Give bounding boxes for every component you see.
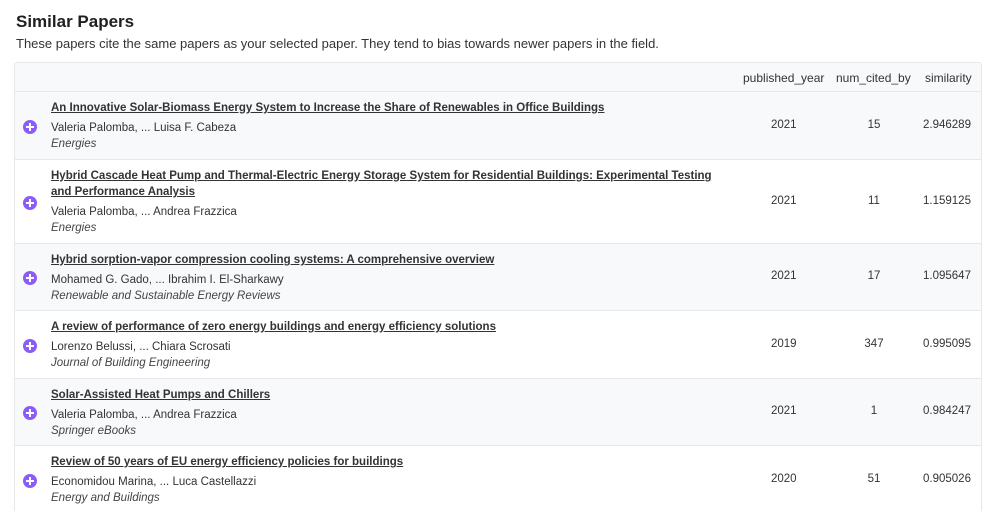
paper-authors: Economidou Marina, ... Luca Castellazzi	[51, 476, 257, 488]
table-row	[15, 160, 981, 244]
similarity-cell: 2.946289	[923, 119, 971, 131]
paper-authors: Valeria Palomba, ... Andrea Frazzica	[51, 409, 237, 421]
num-cited-by-cell: 11	[868, 195, 880, 207]
similar-papers-table	[14, 62, 982, 511]
add-paper-icon[interactable]	[23, 271, 37, 285]
add-paper-icon[interactable]	[23, 120, 37, 134]
similarity-cell: 0.905026	[923, 473, 971, 485]
published-year-cell: 2020	[771, 473, 797, 485]
paper-venue: Energy and Buildings	[51, 492, 160, 504]
paper-authors: Valeria Palomba, ... Luisa F. Cabeza	[51, 122, 237, 134]
add-paper-icon[interactable]	[23, 196, 37, 210]
paper-venue: Energies	[51, 222, 97, 234]
paper-venue: Renewable and Sustainable Energy Reviews	[51, 290, 281, 302]
num-cited-by-cell: 17	[867, 270, 881, 282]
published-year-cell: 2021	[771, 405, 797, 417]
paper-title-link[interactable]: Review of 50 years of EU energy efficiency policies for buildings	[51, 456, 404, 468]
published-year-cell: 2021	[771, 270, 797, 282]
similarity-cell: 1.095647	[923, 270, 971, 282]
table-row	[15, 92, 981, 160]
table-row	[15, 244, 981, 311]
paper-title-link[interactable]: A review of performance of zero energy buildings and energy efficiency solutions	[51, 321, 496, 333]
paper-venue: Journal of Building Engineering	[51, 357, 211, 369]
similarity-cell: 1.159125	[923, 195, 971, 207]
add-paper-icon[interactable]	[23, 406, 37, 420]
paper-title-link[interactable]: Hybrid sorption-vapor compression cooling systems: A comprehensive overview	[51, 254, 495, 266]
paper-authors: Valeria Palomba, ... Andrea Frazzica	[51, 206, 237, 218]
paper-venue: Energies	[51, 138, 97, 150]
column-header-num-cited-by[interactable]: num_cited_by	[836, 71, 911, 85]
page-subtitle: These papers cite the same papers as your selected paper. They tend to bias towards newer papers in the field.	[16, 36, 659, 51]
published-year-cell: 2021	[771, 119, 797, 131]
paper-authors: Lorenzo Belussi, ... Chiara Scrosati	[51, 341, 231, 353]
paper-title-link[interactable]: Solar-Assisted Heat Pumps and Chillers	[51, 389, 271, 401]
paper-venue: Springer eBooks	[51, 425, 137, 437]
published-year-cell: 2021	[771, 195, 797, 207]
page-title: Similar Papers	[16, 12, 135, 31]
paper-title-link[interactable]: An Innovative Solar-Biomass Energy System to Increase the Share of Renewables in Office Buildings	[51, 102, 605, 114]
add-paper-icon[interactable]	[23, 474, 37, 488]
num-cited-by-cell: 15	[867, 119, 881, 131]
table-row	[15, 311, 981, 379]
add-paper-icon[interactable]	[23, 339, 37, 353]
column-header-similarity[interactable]: similarity	[925, 71, 972, 85]
num-cited-by-cell: 347	[864, 338, 884, 350]
num-cited-by-cell: 51	[867, 473, 881, 485]
num-cited-by-cell: 1	[870, 405, 878, 417]
table-header	[15, 63, 981, 92]
paper-title-link[interactable]: Hybrid Cascade Heat Pump and Thermal-Electric Energy Storage System for Residential Buildings: Experimental Testing and Performance Analysis	[51, 170, 712, 198]
paper-authors: Mohamed G. Gado, ... Ibrahim I. El-Sharkawy	[51, 274, 284, 286]
similarity-cell: 0.995095	[923, 338, 971, 350]
similarity-cell: 0.984247	[923, 405, 971, 417]
table-row	[15, 379, 981, 446]
published-year-cell: 2019	[771, 338, 797, 350]
column-header-published-year[interactable]: published_year	[743, 71, 825, 85]
table-row	[15, 446, 981, 511]
